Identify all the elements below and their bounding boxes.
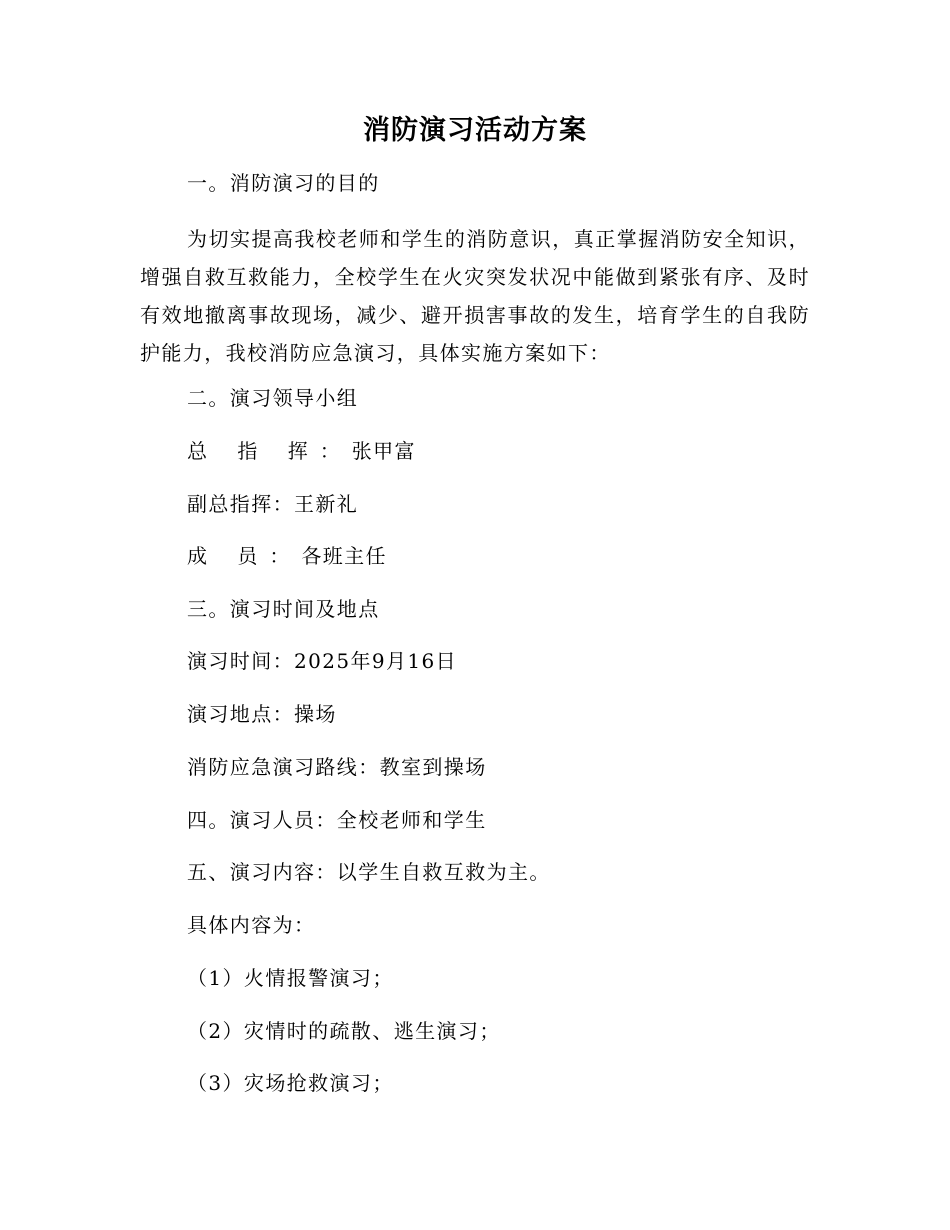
list-item: （1）火情报警演习； — [187, 966, 394, 990]
section1-paragraph: 为切实提高我校老师和学生的消防意识，真正掌握消防安全知识，增强自救互救能力，全校学生在火灾突发状况中能做到紧张有序、及时有效地撤离事故现场，减少、避开损害事故的发生，培育学生的自我防护能力，我校消防应急演习，具体实施方案如下： — [140, 227, 810, 365]
commander-label: 总 指 挥： — [187, 439, 352, 463]
time-line: 演习时间：2025年9月16日 — [187, 649, 458, 673]
deputy-line — [187, 489, 358, 519]
members-line — [187, 541, 387, 571]
section4-line: 四。演习人员：全校老师和学生 — [187, 808, 487, 832]
section1-heading: 一。消防演习的目的 — [187, 171, 380, 195]
commander-name: 张甲富 — [351, 439, 416, 463]
deputy-name: 王新礼 — [294, 492, 359, 516]
section3-heading: 三。演习时间及地点 — [187, 597, 380, 621]
section2-heading: 二。演习领导小组 — [187, 386, 359, 410]
deputy-label: 副总指挥： — [187, 492, 294, 516]
details-intro: 具体内容为： — [187, 913, 316, 937]
list-item: （2）灾情时的疏散、逃生演习； — [187, 1019, 501, 1043]
list-item: （3）灾场抢救演习； — [187, 1071, 394, 1095]
section5-line: 五、演习内容：以学生自救互救为主。 — [187, 860, 551, 884]
route-line: 消防应急演习路线：教室到操场 — [187, 755, 487, 779]
location-line: 演习地点：操场 — [187, 702, 337, 726]
members-value: 各班主任 — [301, 544, 387, 568]
commander-line — [187, 436, 416, 466]
members-label: 成 员： — [187, 544, 302, 568]
document-title: 消防演习活动方案 — [363, 115, 587, 146]
